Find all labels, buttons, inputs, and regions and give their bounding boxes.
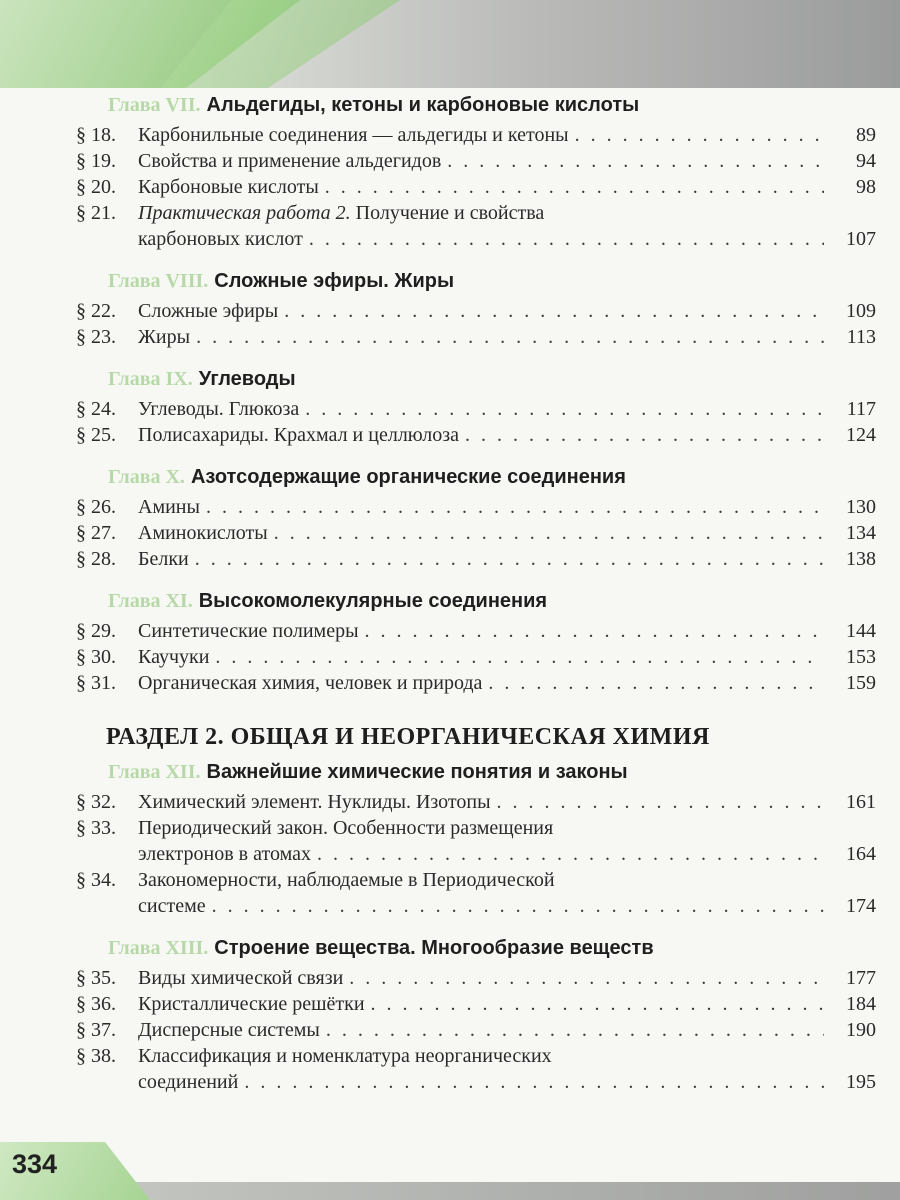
entry-title-continued: карбоновых кислот: [138, 228, 303, 250]
dot-leader: [196, 324, 824, 350]
toc-line: [76, 396, 876, 422]
entry-page: 161: [846, 791, 876, 813]
toc-entry: [76, 422, 876, 448]
entry-title-text: Полисахариды. Крахмал и целлюлоза: [138, 424, 460, 446]
entry-title: [138, 122, 569, 148]
chapter-heading: [108, 935, 876, 961]
entry-title: [138, 546, 189, 572]
entry-title: [138, 200, 544, 226]
entry-title: [138, 644, 209, 670]
entry-page: 159: [846, 672, 876, 694]
entry-page: 190: [846, 1019, 876, 1041]
entry-title-continued: электронов в атомах: [138, 843, 311, 865]
section-number: § 36.: [76, 993, 116, 1015]
entry-title: [138, 174, 319, 200]
chapter-group: [76, 464, 876, 572]
dot-leader: [326, 1017, 824, 1043]
entry-page: 195: [846, 1071, 876, 1093]
entry-title-continued: соединений: [138, 1071, 239, 1093]
entry-page: 174: [846, 895, 876, 917]
toc-entry: [76, 396, 876, 422]
toc-line: [76, 422, 876, 448]
dot-leader: [244, 1069, 824, 1095]
entry-title-text: Белки: [138, 548, 189, 570]
entry-page: 109: [846, 300, 876, 322]
entry-title: [138, 789, 491, 815]
chapter-label: Глава XII.: [108, 761, 201, 783]
section-number: § 22.: [76, 300, 116, 322]
entry-title: [138, 1043, 552, 1069]
toc-line: [76, 200, 876, 226]
entry-title-text: Жиры: [138, 326, 191, 348]
section-number: § 38.: [76, 1045, 116, 1067]
dot-leader: [349, 965, 824, 991]
entry-page: 113: [846, 326, 876, 348]
toc-line: [76, 494, 876, 520]
entry-page: 89: [856, 124, 876, 146]
section-number: § 28.: [76, 548, 116, 570]
section-number: § 34.: [76, 869, 116, 891]
section-number: § 30.: [76, 646, 116, 668]
toc-line-continued: [76, 841, 876, 867]
section-number: § 29.: [76, 620, 116, 642]
entry-title-text: Синтетические полимеры: [138, 620, 359, 642]
chapter-label: Глава VII.: [108, 94, 201, 116]
chapter-heading: [108, 588, 876, 614]
dot-leader: [212, 893, 824, 919]
toc-entry: [76, 494, 876, 520]
entry-title-text: Дисперсные системы: [138, 1019, 320, 1041]
entry-title-text: Каучуки: [138, 646, 210, 668]
toc-line: [76, 546, 876, 572]
entry-title: [138, 965, 343, 991]
toc-line: [76, 815, 876, 841]
toc-part-2: [76, 759, 876, 1095]
chapter-label: Глава XIII.: [108, 937, 209, 959]
entry-page: 107: [846, 228, 876, 250]
toc-entry: [76, 148, 876, 174]
toc-entry: [76, 815, 876, 867]
toc-line: [76, 324, 876, 350]
toc-entry: [76, 644, 876, 670]
dot-leader: [447, 148, 824, 174]
entry-title: [138, 422, 459, 448]
toc-line: [76, 618, 876, 644]
section-heading: РАЗДЕЛ 2. ОБЩАЯ И НЕОРГАНИЧЕСКАЯ ХИМИЯ: [106, 724, 710, 750]
section-number: § 23.: [76, 326, 116, 348]
section-number: § 26.: [76, 496, 116, 518]
toc-line: [76, 644, 876, 670]
chapter-group: [76, 268, 876, 350]
entry-page: 134: [846, 522, 876, 544]
page-number: 334: [12, 1149, 58, 1179]
entry-title-text: Виды химической связи: [138, 967, 344, 989]
chapter-group: [76, 935, 876, 1095]
entry-title: [138, 670, 482, 696]
dot-leader: [206, 494, 824, 520]
entry-title-text: Свойства и применение альдегидов: [138, 150, 442, 172]
entry-title-text: Кристаллические решётки: [138, 993, 365, 1015]
entry-title: [138, 991, 365, 1017]
chapter-title: Строение вещества. Многообразие веществ: [214, 937, 654, 959]
section-number: § 24.: [76, 398, 116, 420]
section-number: § 18.: [76, 124, 116, 146]
section-number: § 35.: [76, 967, 116, 989]
entry-title: [138, 867, 555, 893]
entry-title: [138, 618, 359, 644]
toc-line-continued: [76, 893, 876, 919]
entry-title: [138, 298, 278, 324]
chapter-heading: [108, 92, 876, 118]
dot-leader: [497, 789, 824, 815]
toc-line: [76, 520, 876, 546]
dot-leader: [274, 520, 824, 546]
toc-line: [76, 174, 876, 200]
entry-title-text: Сложные эфиры: [138, 300, 279, 322]
chapter-label: Глава X.: [108, 466, 185, 488]
entry-title-text: Амины: [138, 496, 200, 518]
entry-page: 164: [846, 843, 876, 865]
entry-title: [138, 494, 200, 520]
toc-entry: [76, 670, 876, 696]
chapter-group: [76, 366, 876, 448]
chapter-title: Важнейшие химические понятия и законы: [206, 761, 628, 783]
dot-leader: [325, 174, 824, 200]
chapter-heading: [108, 464, 876, 490]
chapter-heading: [108, 268, 876, 294]
entry-page: 98: [856, 176, 876, 198]
toc-entry: [76, 789, 876, 815]
entry-title-text: Карбонильные соединения — альдегиды и кетоны: [138, 124, 569, 146]
entry-page: 130: [846, 496, 876, 518]
section-number: § 33.: [76, 817, 116, 839]
entry-page: 117: [846, 398, 876, 420]
section-number: § 32.: [76, 791, 116, 813]
entry-page: 138: [846, 548, 876, 570]
toc-line: [76, 148, 876, 174]
entry-page: 184: [846, 993, 876, 1015]
toc-entry: [76, 324, 876, 350]
entry-page: 177: [846, 967, 876, 989]
chapter-title: Альдегиды, кетоны и карбоновые кислоты: [206, 94, 640, 116]
toc-entry: [76, 1017, 876, 1043]
toc-line-continued: [76, 226, 876, 252]
toc-line: [76, 298, 876, 324]
toc-entry: [76, 965, 876, 991]
toc-entry: [76, 546, 876, 572]
chapter-heading: [108, 759, 876, 785]
entry-title-text: Карбоновые кислоты: [138, 176, 319, 198]
dot-leader: [305, 396, 824, 422]
section-number: § 37.: [76, 1019, 116, 1041]
toc-line: [76, 122, 876, 148]
toc-part-1: [76, 92, 876, 696]
toc-entry: [76, 200, 876, 252]
chapter-group: [76, 588, 876, 696]
entry-title-text: Аминокислоты: [138, 522, 268, 544]
chapter-label: Глава VIII.: [108, 270, 209, 292]
toc-line: [76, 991, 876, 1017]
toc-line: [76, 670, 876, 696]
entry-title-text: Органическая химия, человек и природа: [138, 672, 483, 694]
section-number: § 25.: [76, 424, 116, 446]
entry-title-text: Классификация и номенклатура неорганических: [138, 1045, 552, 1067]
table-of-contents: [76, 92, 876, 1111]
entry-title: [138, 148, 441, 174]
toc-entry: [76, 991, 876, 1017]
dot-leader: [365, 618, 824, 644]
dot-leader: [284, 298, 824, 324]
toc-entry: [76, 174, 876, 200]
entry-page: 94: [856, 150, 876, 172]
section-number: § 19.: [76, 150, 116, 172]
chapter-group: [76, 759, 876, 919]
entry-title-continued: системе: [138, 895, 206, 917]
entry-title-italic: Практическая работа 2.: [138, 202, 351, 224]
chapter-label: Глава XI.: [108, 590, 193, 612]
toc-entry: [76, 520, 876, 546]
chapter-title: Азотсодержащие органические соединения: [190, 466, 626, 488]
entry-title-text: Химический элемент. Нуклиды. Изотопы: [138, 791, 491, 813]
entry-title: [138, 520, 268, 546]
dot-leader: [488, 670, 824, 696]
dot-leader: [575, 122, 824, 148]
chapter-group: [76, 92, 876, 252]
toc-entry: [76, 618, 876, 644]
section-number: § 20.: [76, 176, 116, 198]
chapter-label: Глава IX.: [108, 368, 193, 390]
dot-leader: [309, 226, 824, 252]
entry-title-text: Получение и свойства: [350, 202, 545, 224]
entry-page: 124: [846, 424, 876, 446]
entry-title: [138, 396, 299, 422]
entry-title-text: Закономерности, наблюдаемые в Периодической: [138, 869, 555, 891]
toc-entry: [76, 867, 876, 919]
entry-title-text: Углеводы. Глюкоза: [138, 398, 300, 420]
entry-title-text: Периодический закон. Особенности размещения: [138, 817, 554, 839]
chapter-heading: [108, 366, 876, 392]
toc-entry: [76, 122, 876, 148]
chapter-title: Углеводы: [198, 368, 296, 390]
dot-leader: [371, 991, 824, 1017]
toc-line: [76, 1043, 876, 1069]
entry-page: 144: [846, 620, 876, 642]
entry-title: [138, 1017, 320, 1043]
section-number: § 27.: [76, 522, 116, 544]
chapter-title: Сложные эфиры. Жиры: [214, 270, 455, 292]
entry-title: [138, 815, 553, 841]
toc-entry: [76, 1043, 876, 1095]
toc-entry: [76, 298, 876, 324]
dot-leader: [195, 546, 824, 572]
dot-leader: [465, 422, 824, 448]
section-number: § 21.: [76, 202, 116, 224]
toc-line: [76, 867, 876, 893]
entry-page: 153: [846, 646, 876, 668]
toc-line: [76, 789, 876, 815]
toc-line-continued: [76, 1069, 876, 1095]
dot-leader: [317, 841, 824, 867]
chapter-title: Высокомолекулярные соединения: [198, 590, 548, 612]
section-number: § 31.: [76, 672, 116, 694]
toc-line: [76, 965, 876, 991]
toc-line: [76, 1017, 876, 1043]
entry-title: [138, 324, 190, 350]
dot-leader: [215, 644, 824, 670]
